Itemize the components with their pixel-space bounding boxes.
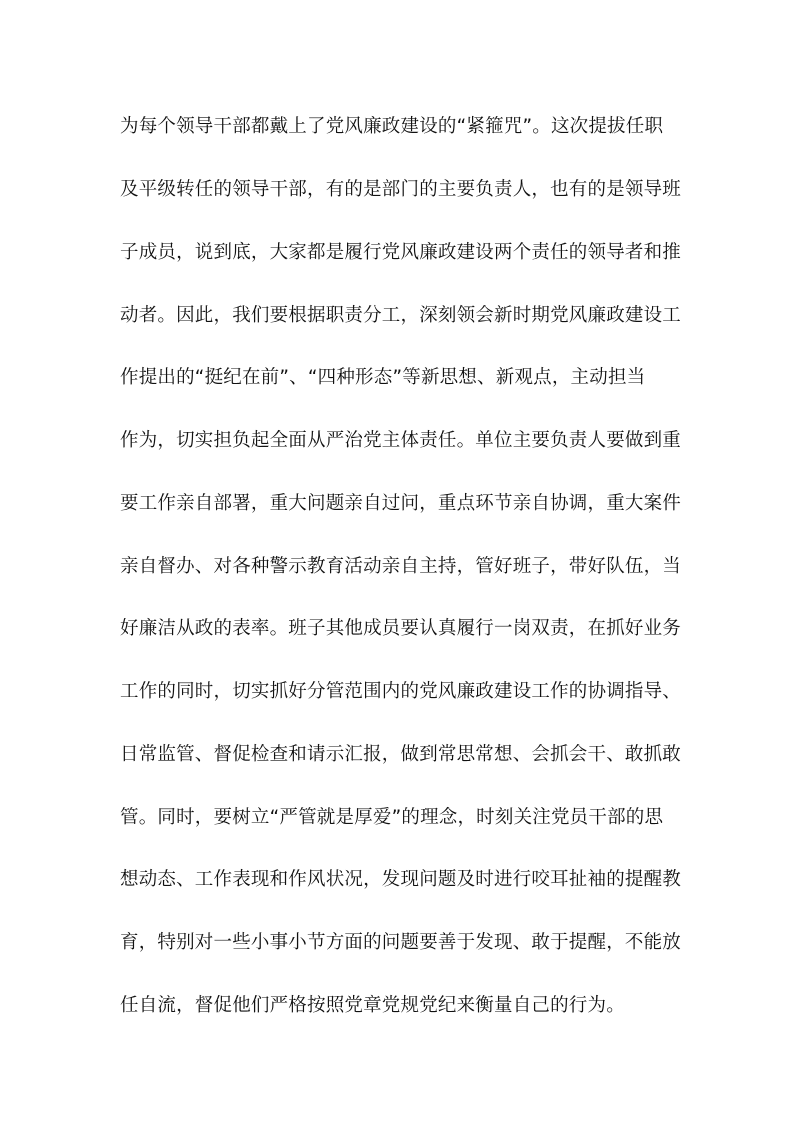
paragraph-line: 作为，切实担负起全面从严治党主体责任。单位主要负责人要做到重 [120, 430, 682, 451]
paragraph-line: 作提出的“挺纪在前”、“四种形态”等新思想、新观点，主动担当 [120, 367, 646, 388]
paragraph-line: 日常监管、督促检查和请示汇报，做到常思常想、会抓会干、敢抓敢 [120, 744, 682, 765]
paragraph-line: 工作的同时，切实抓好分管范围内的党风廉政建设工作的协调指导、 [120, 681, 682, 702]
paragraph-line: 要工作亲自部署，重大问题亲自过问，重点环节亲自协调，重大案件 [120, 493, 682, 514]
paragraph-line: 想动态、工作表现和作风状况，发现问题及时进行咬耳扯袖的提醒教 [120, 869, 682, 890]
paragraph-line: 及平级转任的领导干部，有的是部门的主要负责人，也有的是领导班 [120, 179, 682, 200]
paragraph-line: 管。同时，要树立“严管就是厚爱”的理念，时刻关注党员干部的思 [120, 807, 664, 828]
paragraph-line: 好廉洁从政的表率。班子其他成员要认真履行一岗双责，在抓好业务 [120, 618, 682, 639]
paragraph-line: 任自流，督促他们严格按照党章党规党纪来衡量自己的行为。 [120, 995, 625, 1016]
paragraph-line: 亲自督办、对各种警示教育活动亲自主持，管好班子，带好队伍，当 [120, 556, 682, 577]
paragraph-line: 为每个领导干部都戴上了党风廉政建设的“紧箍咒”。这次提拔任职 [120, 116, 664, 137]
paragraph-line: 子成员，说到底，大家都是履行党风廉政建设两个责任的领导者和推 [120, 242, 682, 263]
paragraph-line: 育，特别对一些小事小节方面的问题要善于发现、敢于提醒，不能放 [120, 932, 682, 953]
paragraph-line: 动者。因此，我们要根据职责分工，深刻领会新时期党风廉政建设工 [120, 305, 682, 326]
